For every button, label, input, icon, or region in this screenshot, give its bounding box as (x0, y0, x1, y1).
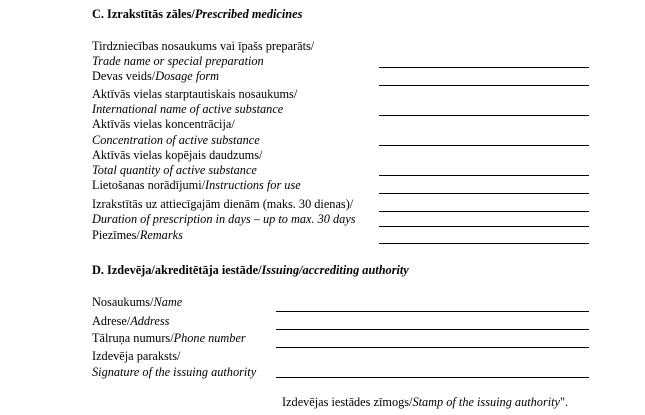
field-trade-name-en: Trade name or special preparation (92, 54, 264, 68)
field-dosage-form-label (92, 69, 219, 84)
field-dosage-form-line[interactable] (379, 85, 589, 86)
field-phone-label (92, 331, 246, 346)
field-remarks-label (92, 228, 183, 243)
stamp-caption-en: Stamp of the issuing authority (412, 395, 561, 409)
field-name-en: Name (153, 295, 183, 309)
field-remarks-en: Remarks (139, 228, 183, 242)
field-duration-en: Duration of prescription in days – up to max. 30 days (92, 212, 356, 226)
field-concentration-line[interactable] (379, 145, 589, 146)
field-name-line[interactable] (276, 311, 589, 312)
field-total-quantity-lv: Aktīvās vielas kopējais daudzums/ (92, 148, 263, 162)
field-international-name-label (92, 87, 297, 102)
field-address-label (92, 314, 169, 329)
field-signature-lv: Izdevēja paraksts/ (92, 349, 181, 363)
field-concentration-label-en (92, 133, 260, 148)
stamp-caption (282, 395, 568, 410)
field-total-quantity-en: Total quantity of active substance (92, 163, 257, 177)
field-address-en: Address (130, 314, 170, 328)
field-instructions-label (92, 178, 301, 193)
field-phone-en: Phone number (173, 331, 246, 345)
field-total-quantity-label-en (92, 163, 257, 178)
field-address-line[interactable] (276, 329, 589, 330)
field-trade-name-label-en (92, 54, 264, 69)
field-instructions-en: Instructions for use (205, 178, 301, 192)
field-duration-lv: Izrakstītās uz attiecīgajām dienām (maks. 30 dienas)/ (92, 197, 354, 211)
section-c-heading (92, 7, 302, 22)
field-instructions-line[interactable] (379, 193, 589, 194)
field-phone-lv: Tālruņa numurs/ (92, 331, 174, 345)
section-d-heading (92, 263, 409, 278)
field-trade-name-label (92, 39, 314, 54)
field-instructions-lv: Lietošanas norādījumi/ (92, 178, 206, 192)
field-international-name-label-en (92, 102, 283, 117)
field-international-name-en: International name of active substance (92, 102, 284, 116)
field-duration-label-en (92, 212, 356, 227)
field-trade-name-lv: Tirdzniecības nosaukums vai īpašs preparāts/ (92, 39, 315, 53)
field-signature-line[interactable] (276, 377, 589, 378)
field-name-lv: Nosaukums/ (92, 295, 154, 309)
field-address-lv: Adrese/ (92, 314, 131, 328)
field-total-quantity-label (92, 148, 262, 163)
section-d-heading-lv: D. Izdevēja/akreditētāja iestāde/ (92, 263, 262, 277)
field-trade-name-line[interactable] (379, 67, 589, 68)
field-phone-line[interactable] (276, 347, 589, 348)
field-duration-line-2[interactable] (379, 226, 589, 227)
field-total-quantity-line[interactable] (379, 175, 589, 176)
field-signature-label (92, 349, 180, 364)
field-concentration-en: Concentration of active substance (92, 133, 260, 147)
section-d-heading-en: Issuing/accrediting authority (261, 263, 409, 277)
field-concentration-lv: Aktīvās vielas koncentrācija/ (92, 117, 235, 131)
field-duration-line-1[interactable] (379, 211, 589, 212)
field-signature-label-en (92, 365, 256, 380)
field-dosage-form-en: Dosage form (155, 69, 220, 83)
field-remarks-line[interactable] (379, 243, 589, 244)
section-c-heading-en: Prescribed medicines (194, 7, 303, 21)
stamp-caption-lv: Izdevējas iestādes zīmogs/ (282, 395, 413, 409)
field-duration-label (92, 197, 353, 212)
field-concentration-label (92, 117, 235, 132)
section-c-heading-lv: C. Izrakstītās zāles/ (92, 7, 195, 21)
field-dosage-form-lv: Devas veids/ (92, 69, 156, 83)
field-name-label (92, 295, 182, 310)
stamp-caption-suffix: ". (560, 395, 569, 409)
field-international-name-lv: Aktīvās vielas starptautiskais nosaukums/ (92, 87, 298, 101)
field-signature-en: Signature of the issuing authority (92, 365, 257, 379)
field-remarks-lv: Piezīmes/ (92, 228, 140, 242)
field-international-name-line[interactable] (379, 115, 589, 116)
